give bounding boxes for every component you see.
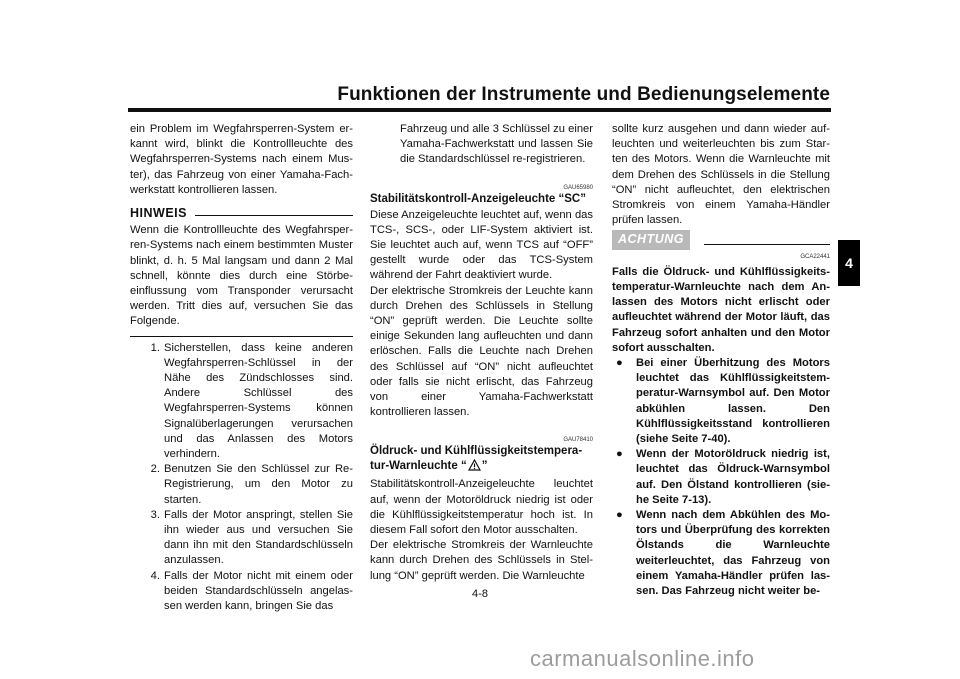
list-item <box>130 508 353 569</box>
sc-section-title: Stabilitätskontroll-Anzeigeleuchte “SC” <box>370 192 586 205</box>
oil-paragraph-1: Stabilitätskontroll-Anzeigeleuchte leuchtet auf, wenn der Motoröldruck niedrig ist oder die Kühlflüssigkeitstemperatur hoch ist. In diesem Fall sofort den Motor ausschalten. <box>370 478 593 537</box>
list-item <box>612 447 830 508</box>
watermark: carmanualsonline.info <box>530 646 755 671</box>
bullet-text: Wenn nach dem Abkühlen des Motors und Überprüfung des korrekten Ölstands die Warnleuchte weiterleuchtet, das Fahrzeug von einem Yamaha-Händler prüfen lassen. Das Fahrzeug nicht weiter be- <box>636 509 830 598</box>
sc-paragraph-2: Der elektrische Stromkreis der Leuchte kann durch Drehen des Schlüssels in Stellung “ON” geprüft werden. Die Leuchte sollte einige Sekunden lang aufleuchten und dann erlöschen. Falls die Leuchte nach Drehen des Schlüssel auf “ON” nicht aufleuchtet oder falls sie nicht erlischt, das Fahrzeug von einer Yamaha-Fachwerkstatt kontrollieren lassen. <box>370 284 593 419</box>
bullet-icon: ● <box>616 448 623 461</box>
header-rule <box>128 108 831 112</box>
step-number: 1. <box>150 341 160 354</box>
sc-paragraph-1: Diese Anzeigeleuchte leuchtet auf, wenn das TCS-, SCS-, oder LIF-System aktiviert ist. Sie leuchtet auch auf, wenn TCS auf “OFF” gestellt wurde oder das TCS-System während der Fahrt deaktiviert wurde. <box>370 208 593 282</box>
list-item <box>130 341 353 463</box>
achtung-header <box>612 230 830 249</box>
step-text: Benutzen Sie den Schlüssel zur Re-Registrierung, um den Motor zu starten. <box>164 463 353 506</box>
step-number: 4. <box>150 569 160 582</box>
page-title: Funktionen der Instrumente und Bedienungselemente <box>337 84 830 105</box>
step-number: 3. <box>150 508 160 521</box>
steps-list <box>130 341 353 615</box>
sc-section-code: GAU65980 <box>563 184 593 191</box>
oil-section-title <box>370 444 593 476</box>
hinweis-rule <box>195 215 353 216</box>
hinweis-label: HINWEIS <box>130 206 187 221</box>
oil-paragraph-2: Der elektrische Stromkreis der Warnleuchte kann durch Drehen des Schlüssels in Stellung “ON” geprüft werden. Die Warnleuchte <box>370 539 593 582</box>
bullet-text: Bei einer Überhitzung des Motors leuchtet das Kühlflüssigkeitstemperatur-Warnsymbol auf. Den Motor abkühlen lassen. Den Kühlflüssigkeitsstand kontrollieren (siehe Seite 7-40). <box>636 357 830 446</box>
chapter-tab <box>838 240 860 286</box>
intro-paragraph: ein Problem im Wegfahrsperren-System erkannt wird, blinkt die Kontrollleuchte des Wegfahrsperren-Systems nach einem Muster), das Fahrzeug von einer Yamaha-Fachwerkstatt kontrollieren lassen. <box>130 123 353 196</box>
list-item <box>612 508 830 599</box>
oil-title-close: ” <box>481 460 488 473</box>
step-text: Falls der Motor anspringt, stellen Sie ihn wieder aus und versuchen Sie dann ihn mit den Standardschlüsseln anzulassen. <box>164 508 353 567</box>
achtung-badge: ACHTUNG <box>612 230 690 249</box>
list-item <box>130 462 353 508</box>
step-number: 2. <box>150 463 160 476</box>
continuation-paragraph: sollte kurz ausgehen und dann wieder aufleuchten und weiterleuchten bis zum Starten des Motors. Wenn die Warnleuchte mit dem Drehen des Schlüssels in die Stellung “ON” nicht aufleuchtet, den elektrischen Stromkreis von einem Yamaha-Händler prüfen lassen. <box>612 123 830 227</box>
column-middle <box>370 122 593 584</box>
hinweis-header <box>130 206 353 221</box>
achtung-code: GCA22441 <box>800 253 830 260</box>
hinweis-end-rule <box>130 336 353 337</box>
bullet-text: Wenn der Motoröldruck niedrig ist, leuchtet das Öldruck-Warnsymbol auf. Den Ölstand kontrollieren (siehe Seite 7-13). <box>636 448 830 506</box>
bullet-icon: ● <box>616 509 623 522</box>
oil-temperature-warning-icon <box>468 459 481 476</box>
continuation-paragraph: Fahrzeug und alle 3 Schlüssel zu einer Yamaha-Fachwerkstatt und lassen Sie die Standardschlüssel re-registrieren. <box>400 123 593 166</box>
chapter-number: 4 <box>845 255 853 271</box>
achtung-rule <box>704 244 830 245</box>
list-item <box>612 356 830 447</box>
step-text: Sicherstellen, dass keine anderen Wegfahrsperren-Schlüssel in der Nähe des Zündschlosses sind. Andere Schlüssel des Wegfahrsperren-Systems können Signalüberlagerungen verursachen und das Anlassen des Motors verhindern. <box>164 341 353 461</box>
oil-section-code: GAU78410 <box>563 437 593 444</box>
column-left <box>130 122 353 614</box>
achtung-bullets <box>612 356 830 599</box>
achtung-text: Falls die Öldruck- und Kühlflüssigkeitstemperatur-Warnleuchte nach dem Anlassen des Motors nicht erlischt oder aufleuchtet während der Motor läuft, das Fahrzeug sofort anhalten und den Motor sofort ausschalten. <box>612 265 830 354</box>
step-text: Falls der Motor nicht mit einem oder beiden Standardschlüsseln angelassen werden kann, bringen Sie das <box>164 569 353 613</box>
hinweis-text: Wenn die Kontrollleuchte des Wegfahrsperren-Systems nach einem bestimmten Muster blinkt, d. h. 5 Mal langsam und dann 2 Mal schnell, könnte dies durch eine Störbeeinflussung vom Transponder verursacht werden. Tritt dies auf, versuchen Sie das Folgende. <box>130 224 353 328</box>
bullet-icon: ● <box>616 357 623 370</box>
oil-title-text: Öldruck- und Kühlflüssigkeitstemperatur-Warnleuchte “ <box>370 445 583 473</box>
page-number: 4-8 <box>472 588 488 600</box>
list-item <box>130 569 353 615</box>
column-right <box>612 122 830 599</box>
